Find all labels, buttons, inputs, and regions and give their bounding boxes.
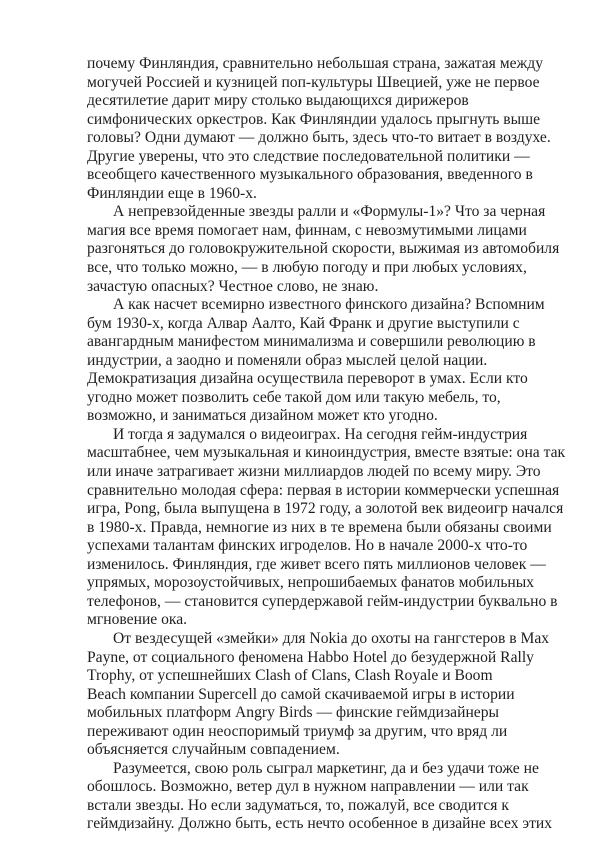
text-line: всеобщего качественного музыкального образования, введенного в (87, 166, 533, 184)
text-line: зачастую опасных? Честное слово, не знаю. (87, 277, 379, 295)
text-line: объясняется случайным совпадением. (87, 741, 340, 759)
text-line: могучей Россией и кузницей поп-культуры Швецией, уже не первое (87, 73, 540, 91)
text-line: головы? Одни думают — должно быть, здесь что-то витает в воздухе. (87, 129, 551, 147)
text-line: успехами талантам финских игроделов. Но в начале 2000-х что-то (87, 537, 528, 555)
text-line: А как насчет всемирно известного финского дизайна? Вспомним (113, 296, 545, 314)
text-line: десятилетие дарит миру столько выдающихся дирижеров (87, 92, 469, 110)
text-line: И тогда я задумался о видеоиграх. На сегодня гейм-индустрия (113, 425, 528, 443)
text-line: угодно может позволить себе такой дом или такую мебель, то, (87, 388, 501, 406)
text-line: в 1980-х. Правда, немногие из них в те времена были обязаны своими (87, 518, 552, 536)
text-line: магия все время помогает нам, финнам, с невозмутимыми лицами (87, 221, 527, 239)
text-line: возможно, и заниматься дизайном может кто угодно. (87, 407, 438, 425)
text-line: геймдизайну. Должно быть, есть нечто особенное в дизайне всех этих (87, 815, 553, 833)
paragraph-1 (87, 55, 551, 203)
text-line: телефонов, — становится супердержавой гейм-индустрии буквально в (87, 592, 558, 610)
text-line: Другие уверены, что это следствие последовательной политики — (87, 147, 530, 165)
paragraph-4 (87, 425, 566, 630)
text-line: разгоняться до головокружительной скорости, выжимая из автомобиля (87, 240, 560, 258)
text-line: индустрии, а заодно и поменяли образ мыслей целой нации. (87, 351, 488, 369)
text-line: сравнительно молодая сфера: первая в истории коммерчески успешная (87, 481, 560, 499)
text-line: Trophy, от успешнейших Clash of Clans, Clash Royale и Boom (87, 667, 493, 685)
text-line: авангардным манифестом минимализма и совершили революцию в (87, 333, 536, 351)
paragraph-5 (87, 629, 550, 760)
text-line: игра, Pong, была выпущена в 1972 году, а золотой век видеоигр начался (87, 500, 564, 518)
paragraph-6 (87, 759, 553, 834)
text-line: бум 1930-х, когда Алвар Аалто, Кай Франк и другие выступили с (87, 314, 520, 332)
text-line: мгновение ока. (87, 611, 188, 629)
text-line: От вездесущей «змейки» для Nokia до охоты на гангстеров в Max (113, 629, 550, 647)
text-line: Payne, от социального феномена Habbo Hotel до безудержной Rally (87, 648, 534, 666)
text-line: все, что только можно, — в любую погоду и при любых условиях, (87, 259, 527, 277)
text-line: мобильных платформ Angry Birds — финские геймдизайнеры (87, 704, 499, 722)
text-line: Демократизация дизайна осуществила переворот в умах. Если кто (87, 370, 528, 388)
text-line: обошлось. Возможно, ветер дул в нужном направлении — или так (87, 778, 529, 796)
text-line: переживают один неоспоримый триумф за другим, что вряд ли (87, 722, 508, 740)
text-line: изменилось. Финляндия, где живет всего пять миллионов человек — (87, 555, 546, 573)
text-line: Финляндии еще в 1960-х. (87, 184, 257, 202)
text-line: встали звезды. Но если задуматься, то, пожалуй, все сводится к (87, 796, 509, 814)
text-line: Beach компании Supercell до самой скачиваемой игры в истории (87, 685, 515, 703)
document-page (87, 55, 566, 834)
text-line: симфонических оркестров. Как Финляндии удалось прыгнуть выше (87, 110, 541, 128)
text-line: Разумеется, свою роль сыграл маркетинг, да и без удачи тоже не (113, 759, 539, 777)
paragraph-2 (87, 203, 560, 296)
text-line: упрямых, морозоустойчивых, непрошибаемых фанатов мобильных (87, 574, 535, 592)
text-line: А непревзойденные звезды ралли и «Формулы-1»? Что за черная (113, 203, 546, 221)
text-line: или иначе затрагивает жизни миллиардов людей по всему миру. Это (87, 463, 541, 481)
text-line: почему Финляндия, сравнительно небольшая страна, зажатая между (87, 55, 544, 72)
paragraph-3 (87, 296, 547, 426)
text-line: масштабнее, чем музыкальная и киноиндустрия, вместе взятые: она так (87, 444, 566, 462)
